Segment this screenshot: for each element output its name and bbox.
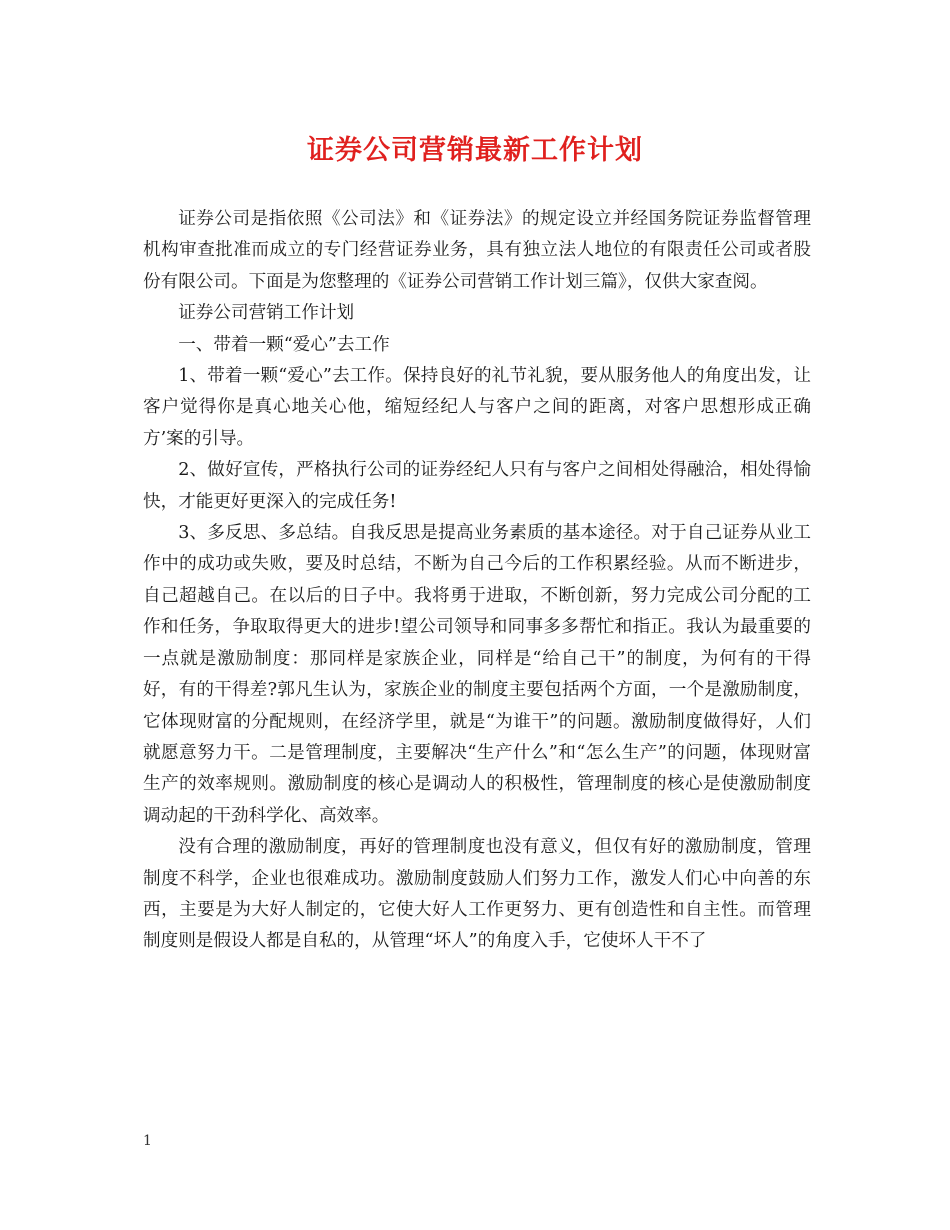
paragraph-subheading-1: 一、带着一颗“爱心”去工作	[178, 334, 390, 355]
page-number: 1	[143, 1133, 152, 1149]
paragraph-section-heading: 证券公司营销工作计划	[178, 303, 355, 324]
document-title: 证券公司营销最新工作计划	[307, 135, 643, 166]
paragraph-item-2: 2、做好宣传，严格执行公司的证券经纪人只有与客户之间相处得融洽，相处得愉快，才能更好更深入的完成任务!	[143, 460, 811, 512]
paragraph-intro: 证券公司是指依照《公司法》和《证券法》的规定设立并经国务院证券监督管理机构审查批准而成立的专门经营证券业务，具有独立法人地位的有限责任公司或者股份有限公司。下面是为您整理的《证券公司营销工作计划三篇》，仅供大家查阅。	[143, 209, 811, 292]
paragraph-item-3: 3、多反思、多总结。自我反思是提高业务素质的基本途径。对于自己证券从业工作中的成功或失败，要及时总结，不断为自己今后的工作积累经验。从而不断进步，自己超越自己。在以后的日子中。我将勇于进取，不断创新，努力完成公司分配的工作和任务，争取取得更大的进步!望公司领导和同事多多帮忙和指正。我认为最重要的一点就是激励制度：那同样是家族企业，同样是“给自己干”的制度，为何有的干得好，有的干得差?郭凡生认为，家族企业的制度主要包括两个方面，一个是激励制度，它体现财富的分配规则，在经济学里，就是“为谁干”的问题。激励制度做得好，人们就愿意努力干。二是管理制度，主要解决“生产什么”和“怎么生产”的问题，体现财富生产的效率规则。激励制度的核心是调动人的积极性，管理制度的核心是使激励制度调动起的干劲科学化、高效率。	[143, 523, 811, 826]
document-body	[143, 204, 811, 958]
paragraph-incentive: 没有合理的激励制度，再好的管理制度也没有意义，但仅有好的激励制度，管理制度不科学，企业也很难成功。激励制度鼓励人们努力工作，激发人们心中向善的东西，主要是为大好人制定的，它使大好人工作更努力、更有创造性和自主性。而管理制度则是假设人都是自私的，从管理“坏人”的角度入手，它使坏人干不了	[143, 837, 811, 952]
paragraph-item-1: 1、带着一颗“爱心”去工作。保持良好的礼节礼貌，要从服务他人的角度出发，让客户觉得你是真心地关心他，缩短经纪人与客户之间的距离，对客户思想形成正确方’案的引导。	[143, 366, 811, 449]
